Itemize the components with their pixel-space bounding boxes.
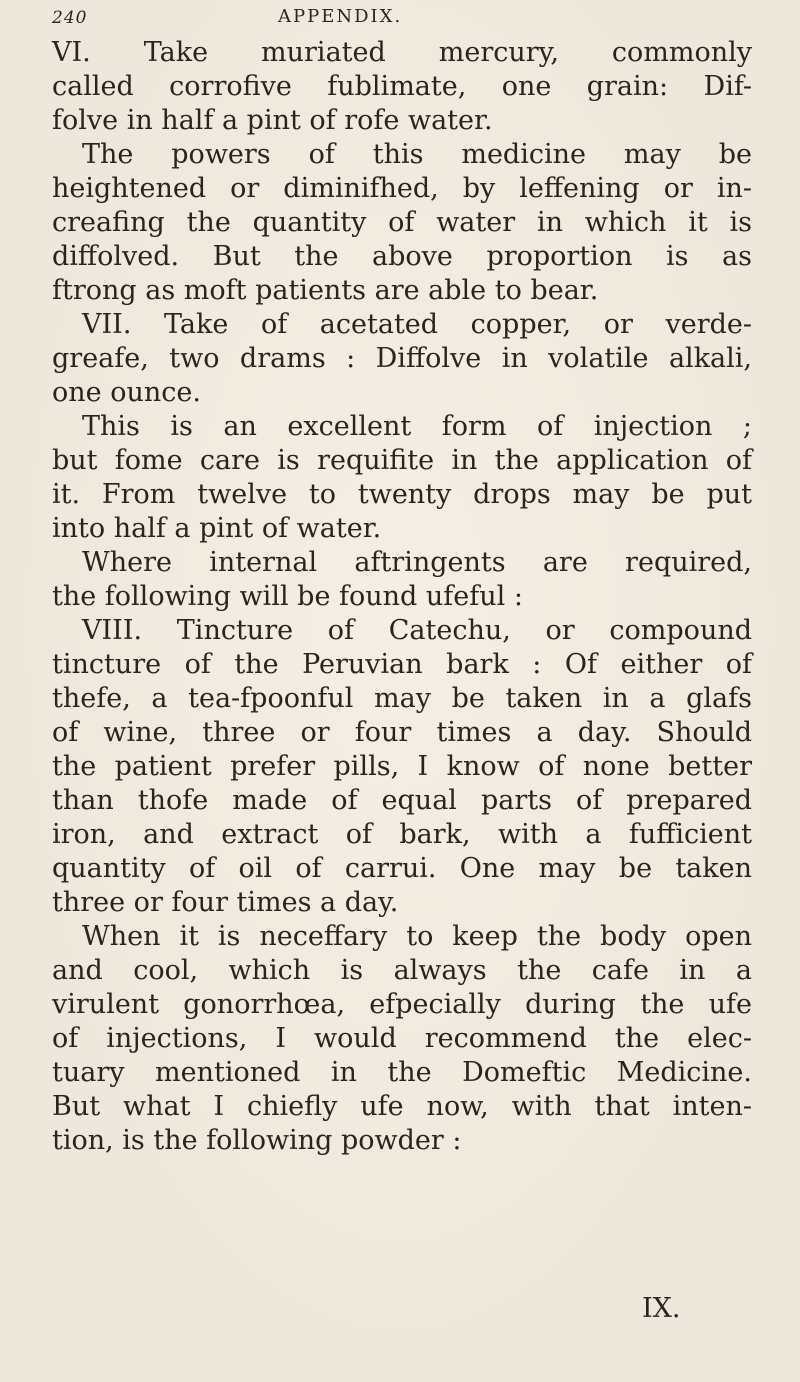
text-line: Where internal aftringents are required, (82, 547, 752, 578)
text-line: virulent gonorrhœa, efpecially during the ufe (52, 989, 752, 1020)
running-head-title: APPENDIX. (278, 6, 403, 27)
running-head (52, 6, 752, 30)
page-number: 240 (52, 8, 88, 28)
text-line: called corrofive fublimate, one grain: Dif- (52, 71, 752, 102)
text-line: tion, is the following powder : (52, 1125, 462, 1156)
text-line: This is an excellent form of injection ; (82, 411, 752, 442)
text-line: The powers of this medicine may be (82, 139, 752, 170)
text-line: but fome care is requifite in the application of (52, 445, 752, 476)
text-line: VI. Take muriated mercury, commonly (52, 37, 752, 68)
text-line: But what I chiefly ufe now, with that inten- (52, 1091, 752, 1122)
body-text (52, 36, 752, 1158)
text-line: ftrong as moft patients are able to bear. (52, 275, 599, 306)
catchword: IX. (642, 1293, 681, 1324)
text-line: VIII. Tincture of Catechu, or compound (82, 615, 752, 646)
text-line: into half a pint of water. (52, 513, 382, 544)
text-line: quantity of oil of carrui. One may be taken (52, 853, 752, 884)
text-line: the patient prefer pills, I know of none better (52, 751, 752, 782)
text-line: three or four times a day. (52, 887, 399, 918)
text-line: VII. Take of acetated copper, or verde- (82, 309, 752, 340)
text-line: heightened or diminifhed, by leffening or in- (52, 173, 752, 204)
text-line: it. From twelve to twenty drops may be put (52, 479, 752, 510)
text-line: thefe, a tea-fpoonful may be taken in a glafs (52, 683, 752, 714)
text-line: of injections, I would recommend the elec- (52, 1023, 752, 1054)
text-line: greafe, two drams : Diffolve in volatile alkali, (52, 343, 752, 374)
text-line: one ounce. (52, 377, 201, 408)
text-line: creafing the quantity of water in which it is (52, 207, 752, 238)
text-line: tincture of the Peruvian bark : Of either of (52, 649, 752, 680)
text-line: iron, and extract of bark, with a fufficient (52, 819, 752, 850)
text-line: tuary mentioned in the Domeftic Medicine. (52, 1057, 752, 1088)
text-line: than thofe made of equal parts of prepared (52, 785, 752, 816)
text-line: of wine, three or four times a day. Should (52, 717, 752, 748)
text-line: and cool, which is always the cafe in a (52, 955, 752, 986)
text-line: the following will be found ufeful : (52, 581, 523, 612)
text-line: folve in half a pint of rofe water. (52, 105, 493, 136)
text-line: When it is neceffary to keep the body open (82, 921, 752, 952)
text-line: diffolved. But the above proportion is as (52, 241, 752, 272)
